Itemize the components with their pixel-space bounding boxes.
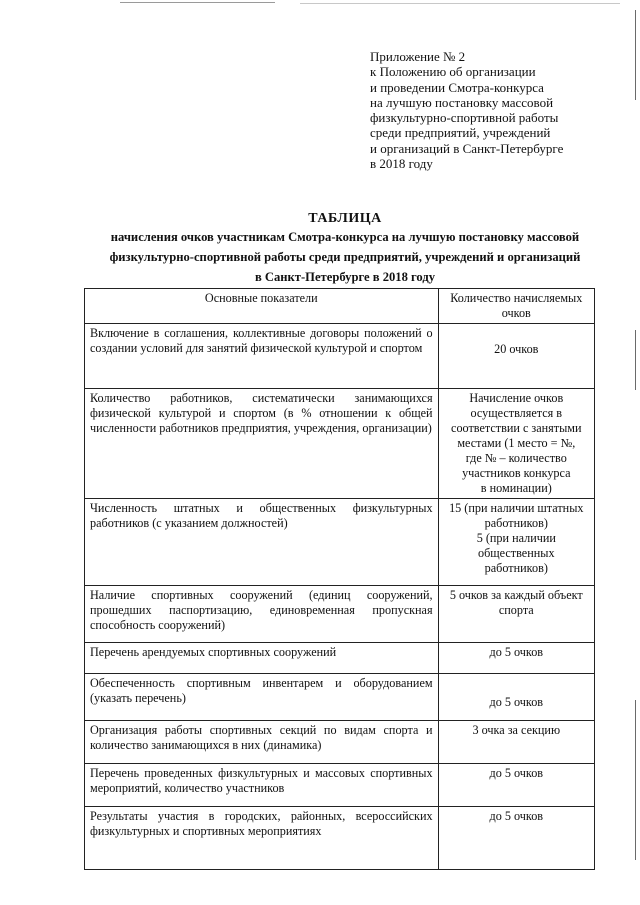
points-cell [438,764,594,807]
scan-edge-line [635,10,636,100]
appendix-line: и проведении Смотра-конкурса [370,79,544,95]
points-line: где № – количество [465,451,567,465]
appendix-line: к Положению об организации [370,64,536,80]
table-row [85,807,595,870]
scan-artifact-line [300,3,620,4]
points-line: 15 (при наличии штатных [449,501,584,515]
points-cell [438,499,594,586]
points-line: работников) [484,561,548,575]
points-cell [438,807,594,870]
indicator-cell: Наличие спортивных сооружений (единиц сооружений, прошедших паспортизацию, единовременная пропускная способность сооружений) [85,586,439,643]
table-row [85,643,595,674]
points-line: до 5 очков [489,766,544,780]
header-points: Количество начисляемых очков [438,289,594,324]
appendix-header [370,49,630,171]
points-line: 3 очка за секцию [472,723,561,737]
points-line: соответствии с занятыми [451,421,582,435]
indicator-cell: Перечень проведенных физкультурных и массовых спортивных мероприятий, количество участников [85,764,439,807]
title-line: начисления очков участникам Смотра-конкурса на лучшую постановку массовой [110,230,580,244]
points-line: до 5 очков [489,809,544,823]
table-row [85,499,595,586]
title-heading: ТАБЛИЦА [308,211,382,226]
points-line: до 5 очков [489,695,544,709]
indicator-cell: Численность штатных и общественных физкультурных работников (с указанием должностей) [85,499,439,586]
table-row [85,586,595,643]
table-row [85,324,595,389]
appendix-line: на лучшую постановку массовой [370,94,554,110]
points-line: до 5 очков [489,645,544,659]
indicator-cell: Перечень арендуемых спортивных сооружений [85,643,439,674]
title-line: физкультурно-спортивной работы среди предприятий, учреждений и организаций [109,250,581,264]
scan-artifact-line [120,2,275,3]
table-row [85,389,595,499]
scan-edge-line [635,330,636,390]
points-line: общественных [478,546,555,560]
appendix-line: среди предприятий, учреждений [370,125,551,141]
table-row [85,764,595,807]
points-line: 20 очков [494,342,539,356]
appendix-line: физкультурно-спортивной работы [370,110,559,126]
points-line: в номинации) [480,481,552,495]
table-row [85,721,595,764]
points-line: 5 (при наличии [476,531,556,545]
points-line: спорта [498,603,534,617]
points-line: Начисление очков [469,391,564,405]
title-line: в Санкт-Петербурге в 2018 году [254,270,436,284]
points-cell [438,586,594,643]
document-title [60,210,630,287]
points-line: работников) [484,516,548,530]
points-cell [438,643,594,674]
points-line: местами (1 место = №, [457,436,576,450]
indicator-cell: Организация работы спортивных секций по видам спорта и количество занимающихся в них (динамика) [85,721,439,764]
table-header-row [85,289,595,324]
indicator-cell: Включение в соглашения, коллективные договоры положений о создании условий для занятий физической культурой и спортом [85,324,439,389]
table-row [85,674,595,721]
points-table [84,288,595,870]
points-line: участников конкурса [462,466,571,480]
points-cell [438,721,594,764]
points-cell [438,324,594,389]
points-cell [438,674,594,721]
appendix-line: и организаций в Санкт-Петербурге [370,140,564,156]
indicator-cell: Количество работников, систематически занимающихся физической культурой и спортом (в % отношении к общей численности работников предприятия, учреждения, организации) [85,389,439,499]
indicator-cell: Результаты участия в городских, районных, всероссийских физкультурных и спортивных мероприятиях [85,807,439,870]
indicator-cell: Обеспеченность спортивным инвентарем и оборудованием (указать перечень) [85,674,439,721]
scan-edge-line [635,700,636,860]
header-indicators: Основные показатели [85,289,439,324]
points-line: 5 очков за каждый объект [449,588,583,602]
points-cell [438,389,594,499]
points-line: осуществляется в [470,406,563,420]
appendix-line: в 2018 году [370,156,433,172]
appendix-line: Приложение № 2 [370,49,466,64]
